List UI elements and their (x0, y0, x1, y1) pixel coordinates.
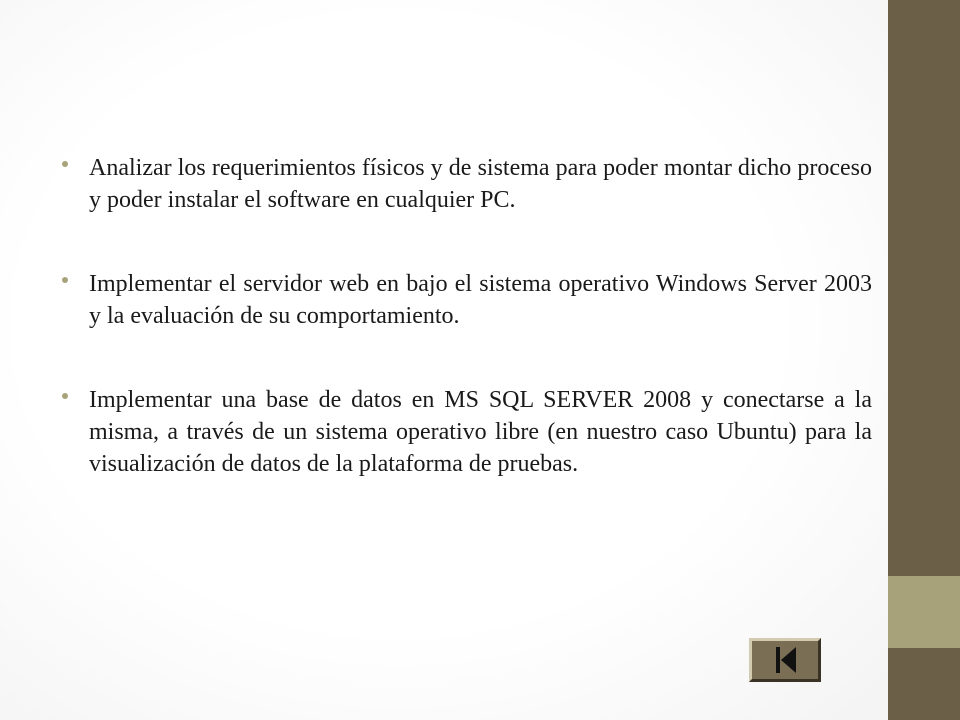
first-slide-icon (752, 641, 818, 679)
bullet-text: Implementar una base de datos en MS SQL SERVER 2008 y conectarse a la misma, a través de un sistema operativo libre (en nuestro caso Ubuntu) para la visualización de datos de la plataforma de pruebas. (89, 387, 872, 477)
first-slide-button[interactable] (749, 638, 821, 682)
bullet-item (60, 268, 872, 332)
bullet-dot-icon (62, 161, 68, 167)
sidebar-middle-band (888, 576, 960, 648)
bullet-dot-icon (62, 277, 68, 283)
bullet-item (60, 152, 872, 216)
sidebar-top-band (888, 0, 960, 576)
bullet-text: Analizar los requerimientos físicos y de sistema para poder montar dicho proceso y poder instalar el software en cualquier PC. (89, 155, 872, 213)
bullet-dot-icon (62, 393, 68, 399)
bullet-item (60, 384, 872, 480)
bullet-list (60, 152, 872, 532)
bullet-text: Implementar el servidor web en bajo el sistema operativo Windows Server 2003 y la evaluación de su comportamiento. (89, 271, 872, 329)
sidebar-bottom-band (888, 648, 960, 720)
